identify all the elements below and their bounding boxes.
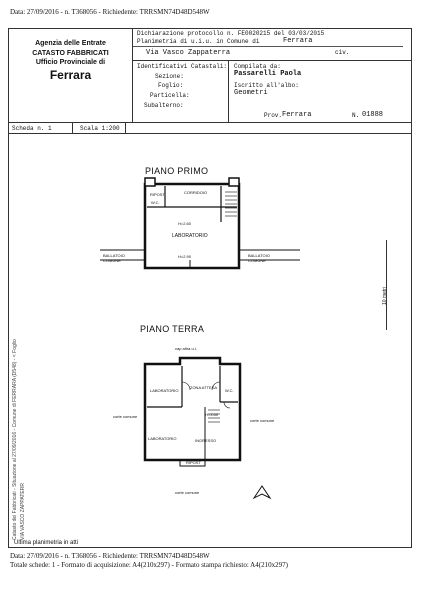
scala-separator — [125, 122, 126, 133]
terra-lab2-label: LABORATORIO — [148, 436, 177, 441]
num-value: 01888 — [362, 111, 384, 119]
primo-corridoio-label: CORRIDOIO — [184, 190, 208, 195]
identificativi-label: Identificativi Catastali: — [137, 63, 228, 70]
sezione-label: Sezione: — [155, 73, 184, 80]
num-label: N. — [352, 112, 360, 119]
terra-corte-left: corte comune — [113, 414, 138, 419]
terra-corte-right: corte comune — [250, 418, 275, 423]
piano-terra-title: PIANO TERRA — [140, 324, 205, 334]
top-request-line: Data: 27/09/2016 - n. T368056 - Richiedente: TRRSMN74D48D548W — [10, 8, 210, 16]
primo-laboratorio-label: LABORATORIO — [172, 233, 208, 239]
compilata-label: Compilata da: — [234, 63, 281, 70]
prov-label: Prov. — [264, 112, 283, 119]
left-vertical-address: VIA VASCO ZAPPATERR — [20, 483, 26, 540]
iscritto-label: Iscritto all'albo: — [234, 82, 299, 89]
agency-city: Ferrara — [49, 68, 92, 82]
piano-terra-floorplan — [120, 352, 270, 472]
civ-label: civ. — [335, 49, 350, 56]
compilata-name: Passarelli Paola — [234, 70, 302, 78]
terra-ingresso-label: INGRESSO — [195, 438, 217, 443]
primo-wc-label: W.C. — [151, 200, 160, 205]
particella-label: Particella: — [150, 92, 190, 99]
scale-bar-label: 10 metri — [382, 286, 388, 305]
agency-catasto: CATASTO FABBRICATI — [32, 50, 109, 57]
footer-request-line: Data: 27/09/2016 - n. T368056 - Richiedente: TRRSMN74D48D548W — [10, 552, 210, 560]
piano-primo-title: PIANO PRIMO — [145, 166, 209, 176]
agency-name: Agenzia delle Entrate — [35, 40, 106, 47]
header-vertical-divider — [228, 60, 229, 122]
scheda-separator — [72, 122, 73, 133]
terra-lab1-label: LABORATORIO — [150, 388, 179, 393]
north-arrow-icon — [252, 484, 272, 500]
scala-label: Scala 1:200 — [80, 125, 120, 132]
ultima-planimetria: Ultima planimetria in atti — [14, 540, 79, 546]
header-divider-2 — [133, 60, 412, 61]
prov-value: Ferrara — [282, 111, 312, 119]
header-divider — [133, 46, 403, 47]
agency-office: Ufficio Provinciale di — [35, 59, 106, 66]
terra-ripost-label: RIPOST — [186, 460, 201, 465]
iscritto-value: Geometri — [234, 89, 268, 97]
primo-ripost-label: RIPOST — [150, 192, 165, 197]
terra-altra-uiu: cap altra u.i. — [175, 346, 197, 351]
left-vertical-catasto: Catasto dei Fabbricati - Situazione al 27/09/2016 - Comune di FERRARA (D548) - < Foglio — [12, 339, 18, 540]
scheda-label: Scheda n. 1 — [12, 125, 52, 132]
primo-height-1: H=2.60 — [178, 221, 192, 226]
scheda-divider-top — [8, 122, 412, 123]
address-value: Via Vasco Zappaterra — [146, 49, 231, 57]
subalterno-label: Subalterno: — [144, 102, 184, 109]
terra-wc-label: W.C. — [225, 388, 234, 393]
planimetry-line: Planimetria di u.i.u. in Comune di — [137, 38, 260, 45]
scheda-divider-bottom — [8, 133, 412, 134]
terra-height-label: H=3.60 — [205, 412, 219, 417]
terra-corte-bottom: corte comune — [175, 490, 200, 495]
agency-box — [8, 28, 133, 123]
foglio-label: Foglio: — [158, 82, 184, 89]
primo-ballatoio-left: BALLATOIO COMUNE — [103, 253, 125, 263]
scale-bar — [386, 240, 387, 330]
comune-value: Ferrara — [283, 37, 313, 45]
primo-height-2: H=2.90 — [178, 254, 192, 259]
primo-ballatoio-right: BALLATOIO COMUNE — [248, 253, 270, 263]
terra-zona-attesa-label: ZONA ATTESA — [190, 385, 218, 390]
footer-format-line: Totale schede: 1 - Formato di acquisizione: A4(210x297) - Formato stampa richiesto: A4(210x297) — [10, 561, 288, 569]
protocol-line: Dichiarazione protocollo n. FE0020215 del 03/03/2015 — [137, 30, 325, 37]
